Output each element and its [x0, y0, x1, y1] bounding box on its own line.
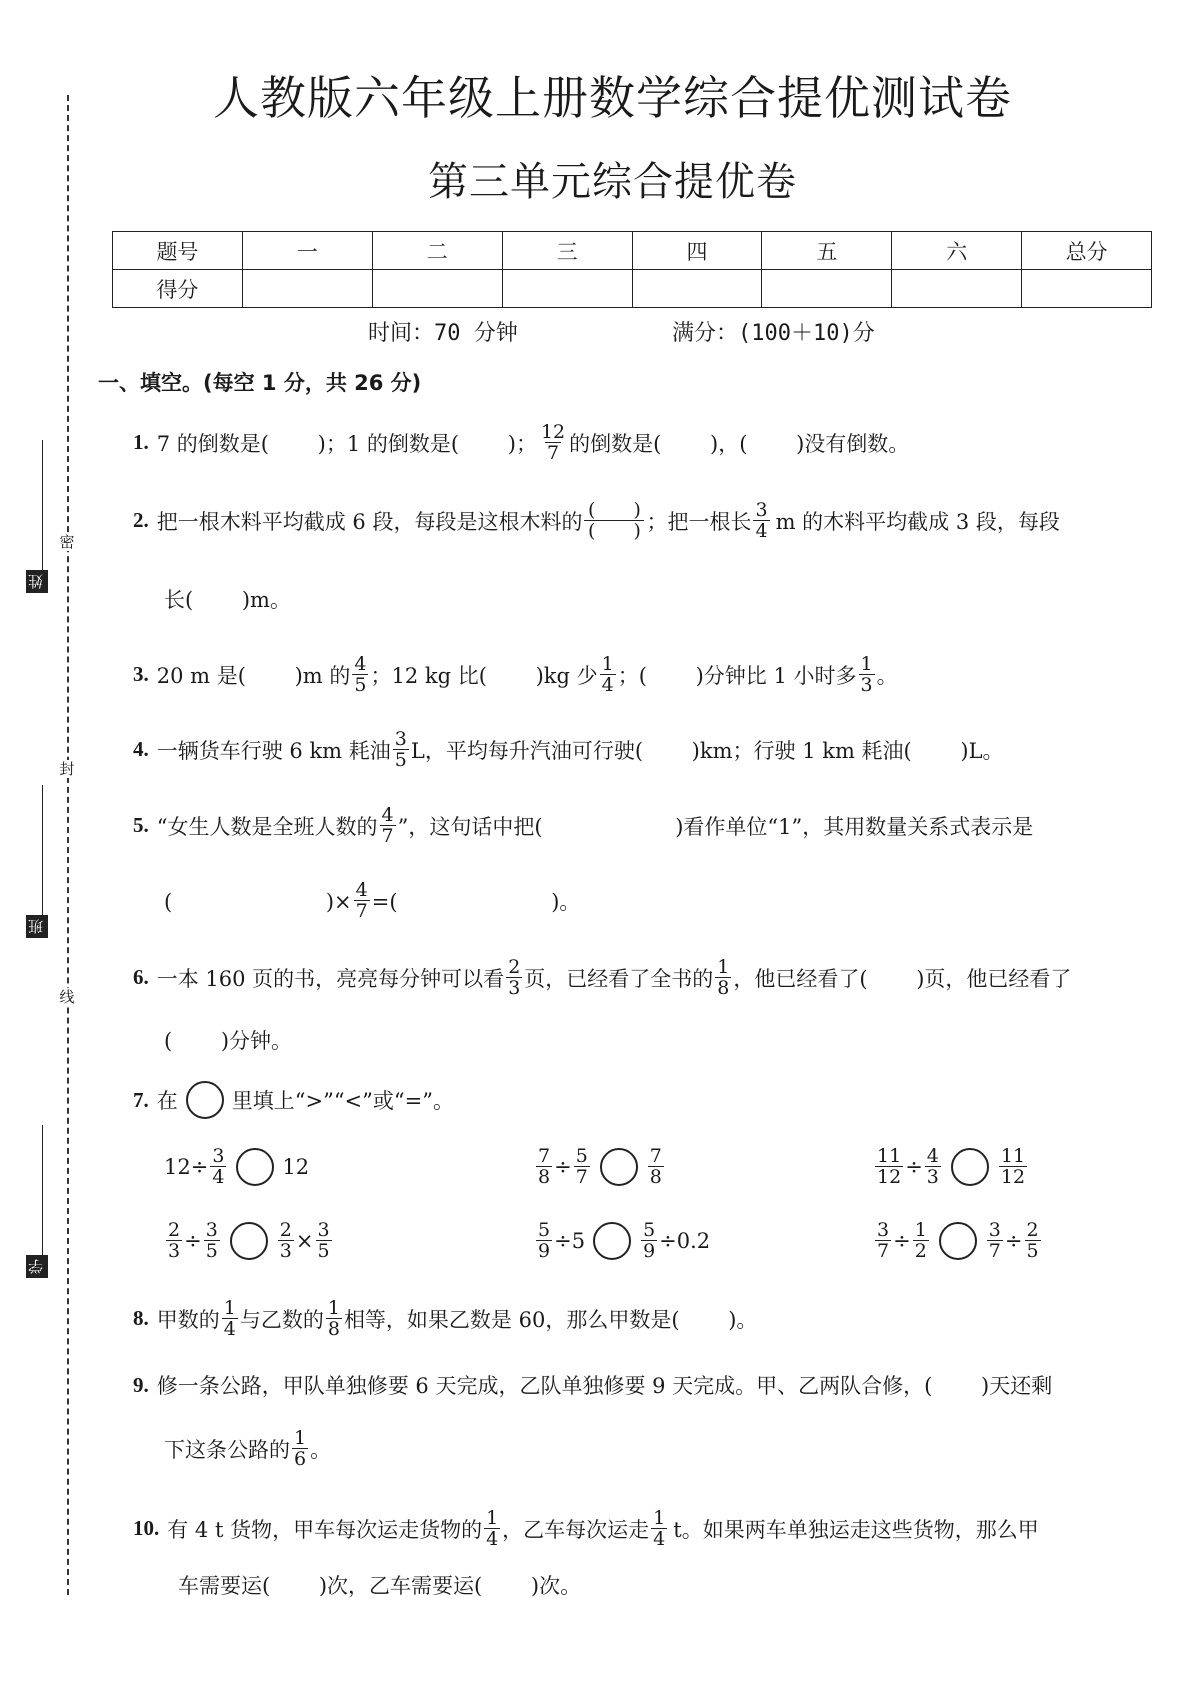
operator: ÷	[905, 1154, 923, 1179]
binding-dashed-line	[67, 95, 69, 1595]
numerator: 3	[755, 499, 768, 521]
numerator: 2	[1026, 1219, 1039, 1241]
question-number: 2.	[133, 508, 149, 532]
question-6-cont	[164, 1025, 292, 1055]
expr-text: 12	[282, 1154, 310, 1179]
question-10	[133, 1508, 1039, 1549]
question-number: 8.	[133, 1306, 149, 1330]
question-text: 里填上“>”“<”或“=”。	[231, 1089, 454, 1113]
score-label-cell: 得分	[113, 270, 243, 308]
numerator: 5	[538, 1219, 551, 1241]
denominator: 5	[317, 1240, 330, 1262]
denominator: 5	[394, 749, 407, 771]
denominator: 7	[547, 442, 560, 464]
numerator: 11	[877, 1145, 902, 1167]
operator: ÷	[554, 1154, 572, 1179]
question-5	[133, 805, 1033, 846]
school-underline	[42, 1125, 43, 1255]
question-text: t。如果两车单独运走这些货物，那么甲	[673, 1517, 1039, 1542]
question-5-cont	[164, 880, 580, 921]
binding-word-feng: 封	[59, 760, 75, 778]
question-text: 把一根木料平均截成 6 段，每段是这根木料的	[156, 509, 583, 534]
fraction	[999, 1146, 1027, 1187]
denominator: 8	[649, 1166, 662, 1188]
fraction	[380, 805, 396, 846]
question-number: 4.	[133, 737, 149, 761]
question-text: ”，这句话中把( )看作单位“1”，其用数量关系式表示是	[397, 814, 1034, 839]
question-text: L，平均每升汽油可行驶( )km；行驶 1 km 耗油( )L。	[410, 738, 1004, 763]
fraction	[753, 500, 769, 541]
question-number: 10.	[133, 1516, 160, 1540]
question-6	[133, 957, 1071, 998]
denominator: 3	[926, 1166, 939, 1188]
numerator: 2	[279, 1219, 292, 1241]
denominator: 3	[860, 674, 873, 696]
numerator: 3	[394, 728, 407, 750]
score-table	[112, 231, 1152, 308]
numerator: 3	[317, 1219, 330, 1241]
header-cell: 四	[632, 232, 762, 270]
question-text: 长( )m。	[164, 588, 291, 612]
denominator: 5	[1026, 1240, 1039, 1262]
fraction	[166, 1220, 182, 1261]
fraction	[875, 1146, 903, 1187]
fraction	[536, 1146, 552, 1187]
operator: ÷	[893, 1228, 911, 1253]
question-9-cont	[164, 1428, 331, 1469]
score-input-cell[interactable]	[1022, 270, 1152, 308]
class-underline	[42, 785, 43, 915]
denominator: 3	[168, 1240, 181, 1262]
question-3	[133, 654, 898, 695]
compare-item-5	[534, 1220, 710, 1261]
numerator: 1	[653, 1507, 666, 1529]
numerator: 5	[643, 1219, 656, 1241]
compare-circle[interactable]	[230, 1222, 268, 1260]
question-text: 的倒数是( )，( )没有倒数。	[569, 431, 910, 456]
fraction	[987, 1220, 1003, 1261]
compare-circle[interactable]	[600, 1148, 638, 1186]
fraction	[204, 1220, 220, 1261]
fraction	[715, 957, 731, 998]
denominator: 7	[381, 825, 394, 847]
question-text: 页，已经看了全书的	[524, 966, 714, 991]
denominator: 12	[1000, 1166, 1026, 1188]
denominator: 8	[327, 1318, 340, 1340]
numerator: 3	[212, 1145, 225, 1167]
question-text: 7 的倒数是( )；1 的倒数是( )；	[156, 431, 537, 456]
question-number: 7.	[133, 1087, 149, 1112]
class-label: 班级	[26, 915, 48, 938]
numerator: 11	[1000, 1145, 1026, 1167]
fraction	[648, 1146, 664, 1187]
question-text: ，乙车每次运走	[502, 1517, 650, 1542]
question-text: “女生人数是全班人数的	[156, 814, 378, 839]
fraction	[641, 1220, 657, 1261]
question-10-cont	[178, 1570, 581, 1600]
fraction	[600, 654, 616, 695]
question-text: m 的木料平均截成 3 段，每段	[775, 509, 1060, 534]
question-text: 。	[876, 663, 898, 688]
page-subtitle: 第三单元综合提优卷	[428, 159, 797, 205]
numerator-blank: ( )	[588, 499, 641, 521]
denominator: 8	[538, 1166, 551, 1188]
question-number: 1.	[133, 430, 149, 454]
numerator: 4	[381, 804, 394, 826]
operator: ÷	[184, 1228, 202, 1253]
question-9	[133, 1370, 1052, 1400]
section-1-title: 一、填空。(每空 1 分，共 26 分)	[98, 371, 422, 395]
fraction	[875, 1220, 891, 1261]
question-text: 一本 160 页的书，亮亮每分钟可以看	[156, 966, 505, 991]
fraction	[210, 1146, 226, 1187]
fraction	[925, 1146, 941, 1187]
question-text: 有 4 t 货物，甲车每次运走货物的	[167, 1517, 483, 1542]
question-text: 车需要运( )次，乙车需要运( )次。	[178, 1574, 582, 1598]
numerator: 12	[540, 421, 566, 443]
denominator: 5	[354, 674, 367, 696]
compare-circle[interactable]	[951, 1148, 989, 1186]
question-text: 在	[156, 1089, 178, 1113]
fraction	[536, 1220, 552, 1261]
question-2-cont	[164, 584, 291, 614]
numerator: 3	[205, 1219, 218, 1241]
score-input-cell[interactable]	[632, 270, 762, 308]
numerator: 2	[508, 956, 521, 978]
question-7	[133, 1081, 454, 1119]
fraction	[292, 1428, 308, 1469]
denominator: 12	[877, 1166, 902, 1188]
denominator: 3	[508, 977, 521, 999]
school-label: 学校	[26, 1255, 48, 1278]
denominator: 4	[653, 1528, 666, 1550]
score-input-cell[interactable]	[762, 270, 892, 308]
denominator: 9	[538, 1240, 551, 1262]
question-4	[133, 729, 1004, 770]
compare-circle[interactable]	[939, 1222, 977, 1260]
numerator: 4	[354, 653, 367, 675]
binding-word-xian: 线	[59, 988, 75, 1006]
full-score-info: 满分：(100＋10)分	[672, 321, 875, 346]
compare-item-3	[873, 1146, 1029, 1187]
compare-circle[interactable]	[593, 1222, 631, 1260]
question-text: 相等，如果乙数是 60，那么甲数是( )。	[343, 1307, 758, 1332]
denominator: 4	[601, 674, 614, 696]
question-number: 6.	[133, 965, 149, 989]
question-1	[133, 422, 909, 463]
question-text: ( )分钟。	[164, 1029, 293, 1053]
question-text: 20 m 是( )m 的	[156, 663, 351, 688]
numerator: 1	[223, 1297, 236, 1319]
fraction	[651, 1508, 667, 1549]
fraction	[1025, 1220, 1041, 1261]
question-text: ；把一根长	[646, 509, 752, 534]
operator: ÷	[1004, 1228, 1023, 1253]
score-input-cell[interactable]	[892, 270, 1022, 308]
numerator: 1	[294, 1427, 307, 1449]
denominator: 7	[877, 1240, 890, 1262]
numerator: 1	[860, 653, 873, 675]
question-text: 一辆货车行驶 6 km 耗油	[156, 738, 391, 763]
denominator: 3	[279, 1240, 292, 1262]
question-text: 。	[310, 1437, 332, 1462]
fraction	[913, 1220, 929, 1261]
compare-item-4	[164, 1220, 334, 1261]
fraction	[278, 1220, 294, 1261]
denominator: 5	[205, 1240, 218, 1262]
denominator-blank: ( )	[584, 520, 644, 541]
question-text: ；12 kg 比( )kg 少	[370, 663, 598, 688]
question-text: 甲数的	[156, 1307, 220, 1332]
numerator: 1	[601, 653, 614, 675]
denominator: 8	[717, 977, 730, 999]
question-2	[133, 500, 1060, 541]
denominator: 2	[914, 1240, 927, 1262]
expr-text: 12÷	[164, 1154, 209, 1179]
numerator: 2	[168, 1219, 181, 1241]
fraction	[316, 1220, 332, 1261]
blank-fraction[interactable]	[584, 500, 644, 541]
expr-text: ÷0.2	[659, 1228, 711, 1253]
question-text: =( )。	[371, 889, 581, 914]
fraction	[352, 654, 368, 695]
circle-icon	[186, 1081, 224, 1119]
question-text: 修一条公路，甲队单独修要 6 天完成，乙队单独修要 9 天完成。甲、乙两队合修，( )天还剩	[156, 1374, 1053, 1398]
denominator: 7	[355, 900, 368, 922]
fraction	[539, 422, 567, 463]
denominator: 4	[223, 1318, 236, 1340]
question-number: 5.	[133, 813, 149, 837]
score-table-score-row	[113, 270, 1152, 308]
numerator: 4	[355, 879, 368, 901]
expr-text: ÷5	[554, 1228, 586, 1253]
denominator: 6	[294, 1448, 307, 1470]
compare-item-6	[873, 1220, 1043, 1261]
fraction	[484, 1508, 500, 1549]
header-cell: 五	[762, 232, 892, 270]
numerator: 3	[877, 1219, 890, 1241]
question-8	[133, 1298, 757, 1339]
score-input-cell[interactable]	[242, 270, 372, 308]
score-table-header-row	[113, 232, 1152, 270]
fraction	[393, 729, 409, 770]
name-label: 姓名	[26, 570, 48, 593]
compare-circle[interactable]	[236, 1148, 274, 1186]
fraction	[859, 654, 875, 695]
fraction	[506, 957, 522, 998]
question-text: ( )×	[164, 889, 352, 914]
compare-item-1	[164, 1146, 309, 1187]
name-underline	[42, 440, 43, 570]
header-cell: 一	[242, 232, 372, 270]
denominator: 4	[212, 1166, 225, 1188]
header-cell: 总分	[1022, 232, 1152, 270]
compare-item-2	[534, 1146, 666, 1187]
question-text: 与乙数的	[239, 1307, 324, 1332]
question-text: ；( )分钟比 1 小时多	[617, 663, 857, 688]
score-input-cell[interactable]	[372, 270, 502, 308]
denominator: 4	[755, 520, 768, 542]
header-cell: 六	[892, 232, 1022, 270]
question-text: ，他已经看了( )页，他已经看了	[733, 966, 1072, 991]
denominator: 4	[486, 1528, 499, 1550]
score-input-cell[interactable]	[502, 270, 632, 308]
denominator: 9	[643, 1240, 656, 1262]
numerator: 1	[486, 1507, 499, 1529]
numerator: 7	[538, 1145, 551, 1167]
fraction	[354, 880, 370, 921]
question-text: 下这条公路的	[164, 1437, 290, 1462]
operator: ×	[295, 1228, 314, 1253]
numerator: 3	[988, 1219, 1001, 1241]
binding-word-mi: 密	[59, 533, 75, 551]
fraction	[222, 1298, 238, 1339]
header-cell: 题号	[113, 232, 243, 270]
question-number: 9.	[133, 1372, 149, 1397]
question-number: 3.	[133, 662, 149, 686]
time-info: 时间：70 分钟	[368, 321, 518, 346]
denominator: 7	[575, 1166, 588, 1188]
numerator: 1	[717, 956, 730, 978]
denominator: 7	[988, 1240, 1001, 1262]
header-cell: 二	[372, 232, 502, 270]
numerator: 1	[914, 1219, 927, 1241]
fraction	[326, 1298, 342, 1339]
numerator: 7	[649, 1145, 662, 1167]
fraction	[574, 1146, 590, 1187]
header-cell: 三	[502, 232, 632, 270]
numerator: 5	[575, 1145, 588, 1167]
numerator: 1	[327, 1297, 340, 1319]
page-title: 人教版六年级上册数学综合提优测试卷	[213, 71, 1012, 125]
numerator: 4	[926, 1145, 939, 1167]
